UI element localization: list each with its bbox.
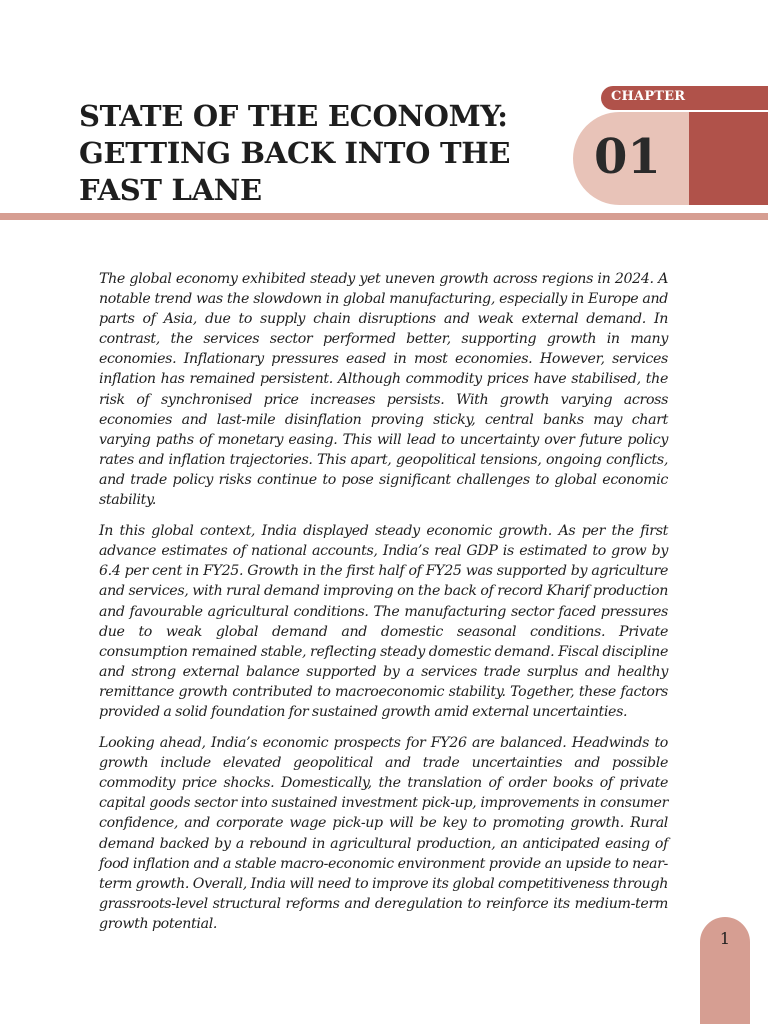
header-divider <box>0 213 768 220</box>
paragraph-3: Looking ahead, India’s economic prospects for FY26 are balanced. Headwinds to growth include elevated geopolitical and trade uncertainties and possible commodity price shocks. Domestically, the translation of order books of private capital goods sector into sustained investment pick-up, improvements in consumer confidence, and corporate wage pick-up will be key to promoting growth. Rural demand backed by a rebound in agricultural production, an anticipated easing of food inflation and a stable macro-economic environment provide an upside to near-term growth. Overall, India will need to improve its global competitiveness through grassroots-level structural reforms and deregulation to reinforce its medium-term growth potential. <box>99 735 668 932</box>
chapter-title <box>79 98 549 209</box>
page-number: 1 <box>719 929 731 948</box>
chapter-title-line-3: FAST LANE <box>79 173 262 207</box>
chapter-title-line-1: STATE OF THE ECONOMY: <box>79 99 508 133</box>
paragraph-1: The global economy exhibited steady yet uneven growth across regions in 2024. A notable trend was the slowdown in global manufacturing, especially in Europe and parts of Asia, due to supply chain disruptions and weak external demand. In contrast, the services sector performed better, supporting growth in many economies. Inflationary pressures eased in most economies. However, services inflation has remained persistent. Although commodity prices have stabilised, the risk of synchronised price increases persists. With growth varying across economies and last-mile disinflation proving sticky, central banks may chart varying paths of monetary easing. This will lead to uncertainty over future policy rates and inflation trajectories. This apart, geopolitical tensions, ongoing conflicts, and trade policy risks continue to pose significant challenges to global economic stability. <box>99 271 668 509</box>
chapter-label: CHAPTER <box>611 89 686 104</box>
chapter-number: 01 <box>594 129 661 185</box>
chapter-number-badge-accent <box>689 112 768 205</box>
chapter-title-line-2: GETTING BACK INTO THE <box>79 136 511 170</box>
paragraph-2: In this global context, India displayed steady economic growth. As per the first advance estimates of national accounts, India’s real GDP is estimated to grow by 6.4 per cent in FY25. Growth in the first half of FY25 was supported by agriculture and services, with rural demand improving on the back of record Kharif production and favourable agricultural conditions. The manufacturing sector faced pressures due to weak global demand and domestic seasonal conditions. Private consumption remained stable, reflecting steady domestic demand. Fiscal discipline and strong external balance supported by a services trade surplus and healthy remittance growth contributed to macroeconomic stability. Together, these factors provided a solid foundation for sustained growth amid external uncertainties. <box>99 523 668 720</box>
body-text <box>99 269 668 945</box>
